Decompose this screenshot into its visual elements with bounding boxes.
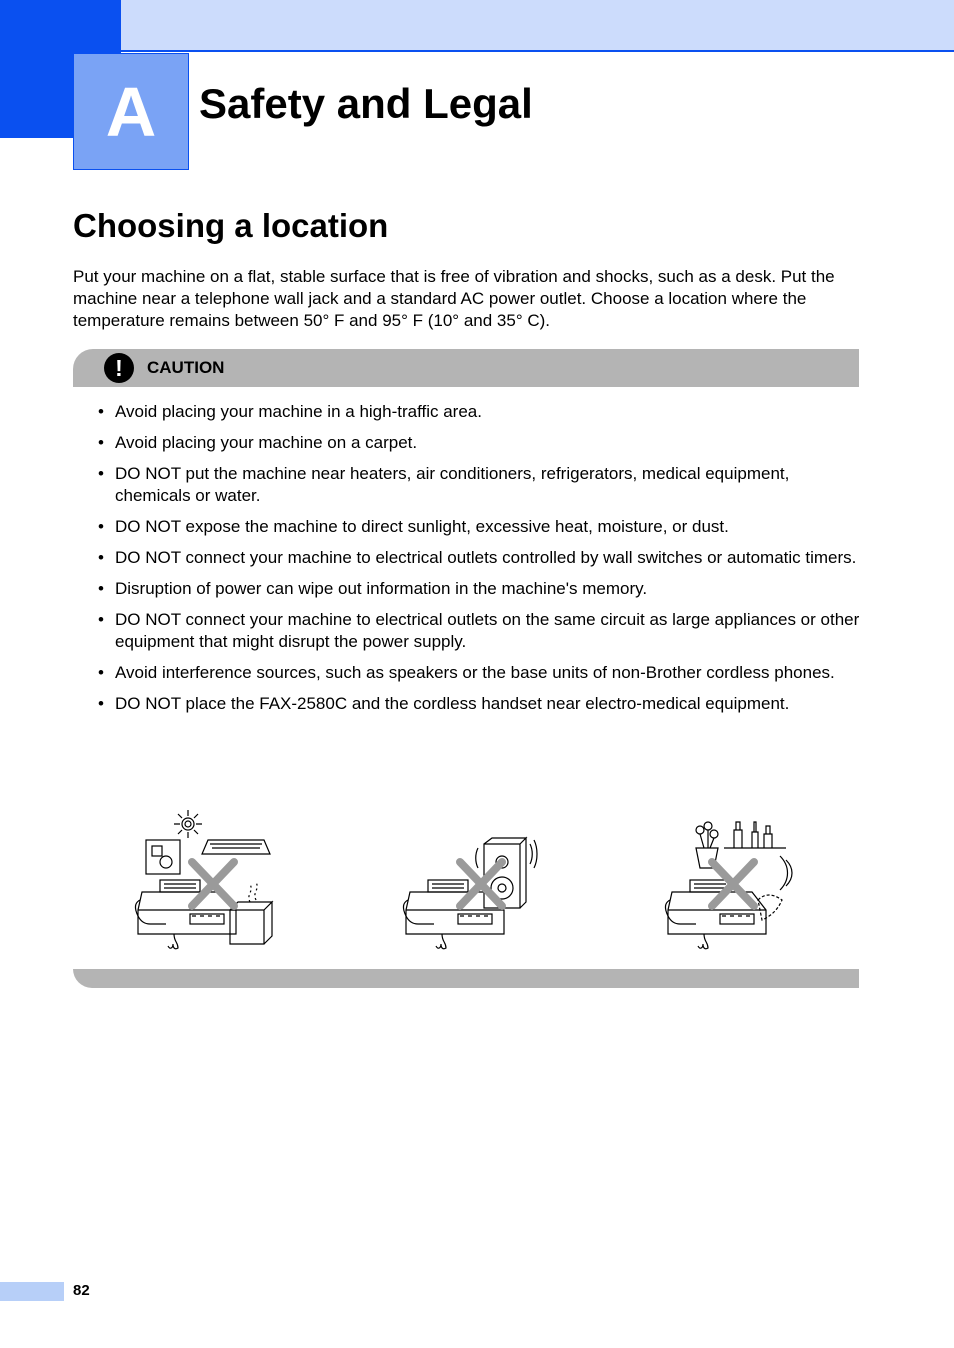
chapter-letter-box — [73, 53, 189, 170]
list-item — [98, 662, 864, 684]
page-tab — [0, 1282, 64, 1301]
header-band — [121, 0, 954, 52]
list-item — [98, 609, 864, 653]
list-item-text: DO NOT expose the machine to direct sunlight, excessive heat, moisture, or dust. — [115, 517, 729, 536]
bullet-icon: • — [98, 610, 104, 629]
list-item-text: DO NOT connect your machine to electrical outlets on the same circuit as large appliances or other equipment that might disrupt the power supply. — [115, 610, 860, 651]
bullet-icon: • — [98, 433, 104, 452]
fax-near-speaker-illustration — [398, 800, 558, 955]
caution-label: CAUTION — [147, 358, 225, 377]
fax-near-chemicals-illustration — [660, 800, 820, 955]
chapter-letter: A — [105, 72, 157, 151]
section-title: Choosing a location — [73, 207, 389, 244]
list-item-text: Disruption of power can wipe out information in the machine's memory. — [115, 579, 648, 598]
bullet-icon: • — [98, 402, 104, 421]
list-item-text: Avoid placing your machine in a high-traffic area. — [115, 402, 482, 421]
bullet-icon: • — [98, 579, 104, 598]
bullet-icon: • — [98, 548, 104, 567]
list-item-text: DO NOT put the machine near heaters, air conditioners, refrigerators, medical equipment, chemicals or water. — [115, 464, 790, 505]
bullet-icon: • — [98, 517, 104, 536]
chapter-title: Safety and Legal — [199, 80, 533, 127]
exclamation-icon: ! — [104, 353, 134, 383]
fax-near-heat-illustration — [130, 800, 290, 955]
caution-list — [98, 401, 864, 724]
list-item-text: DO NOT place the FAX-2580C and the cordless handset near electro-medical equipment. — [115, 694, 790, 713]
list-item-text: DO NOT connect your machine to electrical outlets controlled by wall switches or automatic timers. — [115, 548, 857, 567]
list-item — [98, 432, 864, 454]
list-item-text: Avoid interference sources, such as speakers or the base units of non-Brother cordless phones. — [115, 663, 835, 682]
caution-header — [73, 349, 859, 387]
list-item — [98, 463, 864, 507]
caution-footer-bar — [73, 969, 859, 988]
list-item — [98, 516, 864, 538]
intro-paragraph: Put your machine on a flat, stable surface that is free of vibration and shocks, such as a desk. Put the machine near a telephone wall jack and a standard AC power outlet. Choose a location where the temperature remains between 50° F and 95° F (10° and 35° C). — [73, 267, 835, 330]
bullet-icon: • — [98, 694, 104, 713]
bullet-icon: • — [98, 663, 104, 682]
list-item — [98, 578, 864, 600]
bullet-icon: • — [98, 464, 104, 483]
list-item — [98, 547, 864, 569]
list-item-text: Avoid placing your machine on a carpet. — [115, 433, 418, 452]
list-item — [98, 401, 864, 423]
list-item — [98, 693, 864, 715]
page-number: 82 — [73, 1282, 90, 1299]
